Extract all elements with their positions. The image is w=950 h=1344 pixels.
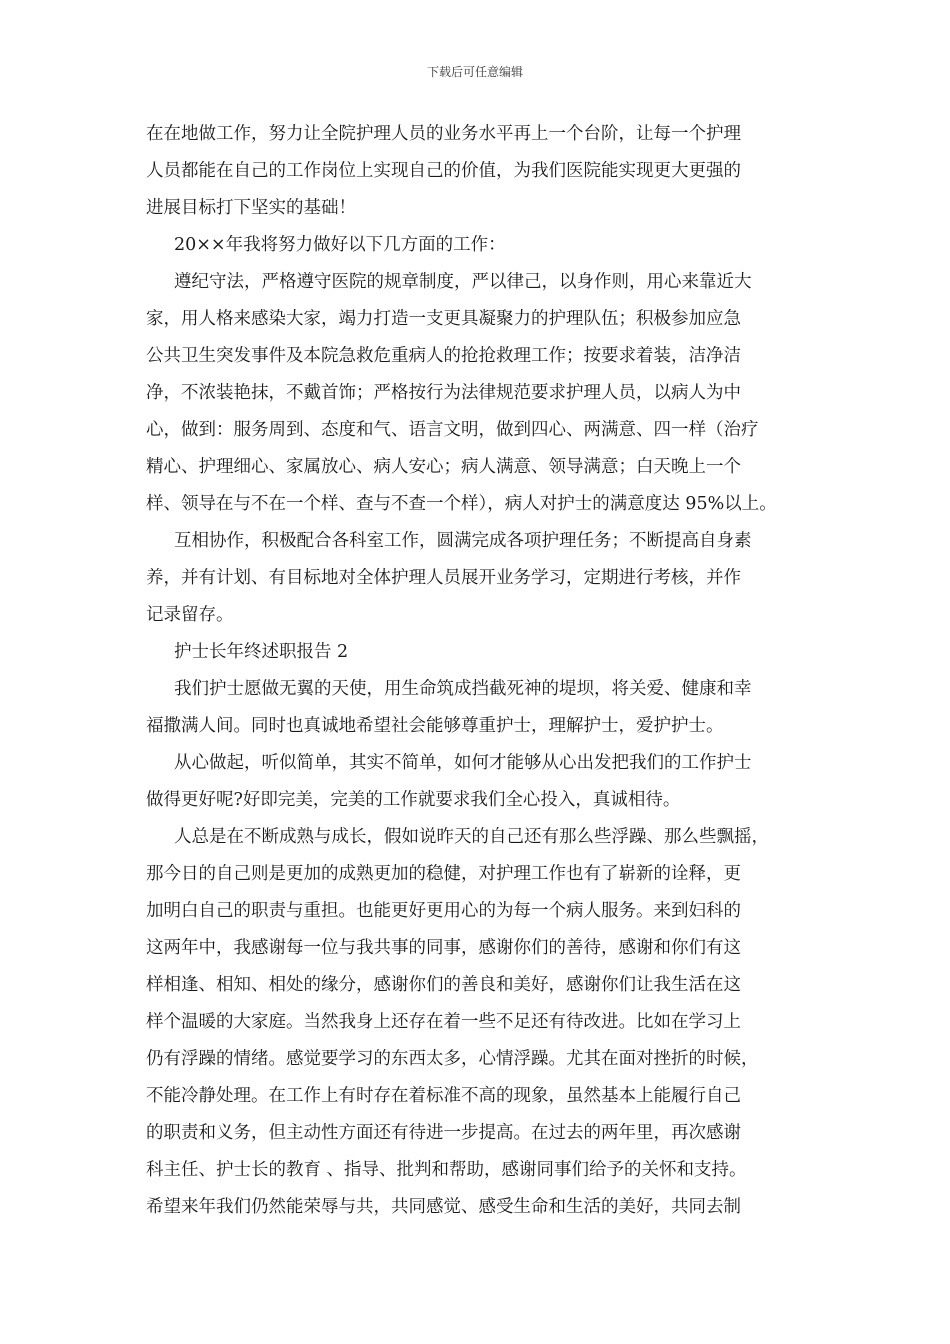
text-line-content: 希望来年我们仍然能荣辱与共，共同感觉、感受生命和生活的美好，共同去制 bbox=[146, 1197, 741, 1217]
text-line-content: 的职责和义务，但主动性方面还有待进一步提高。在过去的两年里，再次感谢 bbox=[146, 1123, 741, 1143]
text-line-content: 20××年我将努力做好以下几方面的工作： bbox=[174, 235, 506, 255]
text-line bbox=[146, 412, 810, 449]
text-line-content: 记录留存。 bbox=[146, 605, 234, 625]
text-line-content: 公共卫生突发事件及本院急救危重病人的抢抢救理工作；按要求着装，洁净洁 bbox=[146, 346, 741, 366]
text-line-content: 样相逢、相知、相处的缘分，感谢你们的善良和美好，感谢你们让我生活在这 bbox=[146, 975, 741, 995]
text-line-content: 科主任、护士长的教育 、指导、批判和帮助，感谢同事们给予的关怀和支持。 bbox=[146, 1160, 747, 1180]
text-line-content: 在在地做工作，努力让全院护理人员的业务水平再上一个台阶，让每一个护理 bbox=[146, 124, 741, 144]
text-line-content: 净，不浓装艳抹，不戴首饰；严格按行为法律规范要求护理人员，以病人为中 bbox=[146, 383, 741, 403]
text-line bbox=[146, 338, 810, 375]
text-line bbox=[146, 153, 810, 190]
text-line bbox=[146, 893, 810, 930]
document-body bbox=[146, 116, 810, 1226]
text-line-content: 心，做到：服务周到、态度和气、语言文明，做到四心、两满意、四一样（治疗 bbox=[146, 420, 759, 440]
text-line bbox=[146, 1189, 810, 1226]
text-line-content: 样个温暖的大家庭。当然我身上还存在着一些不足还有待改进。比如在学习上 bbox=[146, 1012, 741, 1032]
text-line-content: 这两年中，我感谢每一位与我共事的同事，感谢你们的善待，感谢和你们有这 bbox=[146, 938, 741, 958]
text-line-content: 那今日的自己则是更加的成熟更加的稳健，对护理工作也有了崭新的诠释，更 bbox=[146, 864, 741, 884]
text-line bbox=[146, 1004, 810, 1041]
text-line-content: 样、领导在与不在一个样、查与不查一个样），病人对护士的满意度达 95%以上。 bbox=[146, 494, 777, 514]
text-line bbox=[146, 819, 810, 856]
text-line-content: 护士长年终述职报告 2 bbox=[174, 642, 349, 662]
text-line-content: 做得更好呢?好即完美，完美的工作就要求我们全心投入，真诚相待。 bbox=[146, 790, 681, 810]
text-line-content: 进展目标打下坚实的基础！ bbox=[146, 198, 356, 218]
page-header: 下载后可任意编辑 bbox=[426, 65, 523, 79]
text-line bbox=[146, 190, 810, 227]
text-line bbox=[146, 227, 810, 264]
text-line-content: 互相协作，积极配合各科室工作，圆满完成各项护理任务；不断提高自身素 bbox=[174, 531, 752, 551]
text-line-content: 我们护士愿做无翼的天使，用生命筑成挡截死神的堤坝，将关爱、健康和幸 bbox=[174, 679, 752, 699]
text-line bbox=[146, 264, 810, 301]
text-line bbox=[146, 745, 810, 782]
text-line bbox=[146, 1115, 810, 1152]
text-line-content: 从心做起，听似简单，其实不简单，如何才能够从心出发把我们的工作护士 bbox=[174, 753, 752, 773]
text-line bbox=[146, 671, 810, 708]
text-line-content: 人总是在不断成熟与成长，假如说昨天的自己还有那么些浮躁、那么些飘摇， bbox=[174, 827, 769, 847]
text-line bbox=[146, 634, 810, 671]
text-line-content: 仍有浮躁的情绪。感觉要学习的东西太多，心情浮躁。尤其在面对挫折的时候， bbox=[146, 1049, 759, 1069]
text-line-content: 人员都能在自己的工作岗位上实现自己的价值，为我们医院能实现更大更强的 bbox=[146, 161, 741, 181]
text-line bbox=[146, 560, 810, 597]
text-line bbox=[146, 301, 810, 338]
text-line bbox=[146, 708, 810, 745]
text-line-content: 福撒满人间。同时也真诚地希望社会能够尊重护士，理解护士，爱护护士。 bbox=[146, 716, 724, 736]
text-line-content: 不能冷静处理。在工作上有时存在着标准不高的现象，虽然基本上能履行自己 bbox=[146, 1086, 741, 1106]
text-line bbox=[146, 449, 810, 486]
text-line bbox=[146, 375, 810, 412]
text-line-content: 遵纪守法，严格遵守医院的规章制度，严以律己，以身作则，用心来靠近大 bbox=[174, 272, 752, 292]
text-line-content: 加明白自己的职责与重担。也能更好更用心的为每一个病人服务。来到妇科的 bbox=[146, 901, 741, 921]
text-line bbox=[146, 930, 810, 967]
text-line bbox=[146, 1041, 810, 1078]
text-line bbox=[146, 856, 810, 893]
text-line bbox=[146, 597, 810, 634]
text-line-content: 家，用人格来感染大家，竭力打造一支更具凝聚力的护理队伍；积极参加应急 bbox=[146, 309, 741, 329]
text-line bbox=[146, 967, 810, 1004]
text-line bbox=[146, 782, 810, 819]
text-line bbox=[146, 523, 810, 560]
text-line bbox=[146, 116, 810, 153]
text-line-content: 精心、护理细心、家属放心、病人安心；病人满意、领导满意；白天晚上一个 bbox=[146, 457, 741, 477]
text-line bbox=[146, 1078, 810, 1115]
text-line-content: 养，并有计划、有目标地对全体护理人员展开业务学习，定期进行考核，并作 bbox=[146, 568, 741, 588]
text-line bbox=[146, 1152, 810, 1189]
text-line bbox=[146, 486, 810, 523]
